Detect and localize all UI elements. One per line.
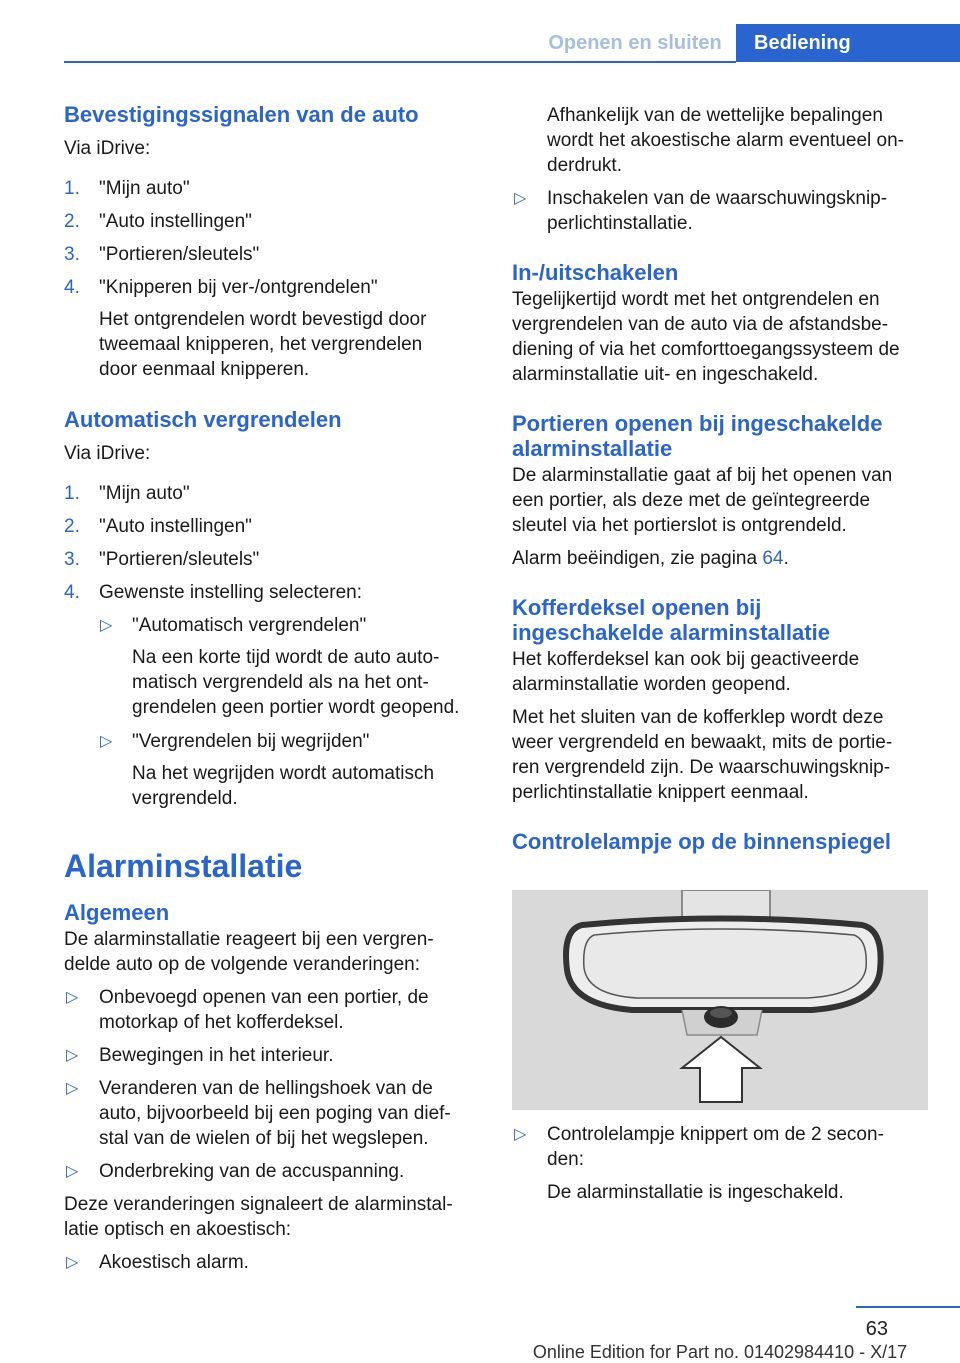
list-item: ▷ Inschakelen van de waarschuwingsknip- perlichtinstallatie. [514, 188, 888, 234]
heading-general: Algemeen [64, 900, 170, 925]
triangle-bullet-icon: ▷ [66, 989, 79, 1006]
triangle-bullet-icon: ▷ [66, 1080, 79, 1097]
on-off-text: Tegelijkertijd wordt met het ontgrendelen en vergrendelen van de auto via de afstandsbe- diening of via het comforttoegangssysteem de alarminstallatie uit- en ingeschakeld. [512, 289, 900, 385]
heading-confirmation-signals: Bevestigingssignalen van de auto [64, 102, 419, 127]
list-item: 1. "Mijn auto" [64, 178, 190, 199]
list-item: ▷ Bewegingen in het interieur. [66, 1045, 334, 1066]
steps-list-2 [64, 481, 484, 811]
option-auto-lock: ▷ "Automatisch vergrendelen" Na een korte tijd wordt de auto auto- matisch vergrendeld als na het ont- grendelen geen portier wordt geopend. [100, 615, 460, 718]
list-item: 3. "Portieren/sleutels" [64, 244, 260, 265]
triangle-bullet-icon: ▷ [66, 1254, 79, 1271]
page-header [0, 0, 960, 62]
list-item: 2. "Auto instellingen" [64, 211, 252, 232]
heading-alarm-system: Alarminstallatie [64, 848, 303, 884]
heading-on-off: In-/uitschakelen [512, 260, 679, 285]
list-item: ▷ Controlelampje knippert om de 2 secon- den: De alarminstallatie is ingeschakeld. [514, 1124, 884, 1203]
list-item: ▷ Onbevoegd openen van een portier, de motorkap of het kofferdeksel. [66, 987, 429, 1033]
right-column [512, 100, 932, 854]
list-item: ▷ Veranderen van de hellingshoek van de auto, bijvoorbeeld bij een poging van dief- stal van de wielen of bij het wegslepen. [66, 1078, 451, 1149]
edition-footer: Online Edition for Part no. 01402984410 - X/17 [532, 1342, 908, 1362]
alarm-intro: De alarminstallatie reageert bij een vergren- delde auto op de volgende veranderingen: [64, 929, 434, 975]
list-item: ▷ Akoestisch alarm. [66, 1252, 249, 1273]
alarm-output-text: Deze veranderingen signaleert de alarminstal- latie optisch en akoestisch: [64, 1194, 453, 1240]
triangle-bullet-icon: ▷ [514, 190, 527, 207]
via-idrive-text: Via iDrive: [64, 138, 151, 159]
section-tab[interactable]: Openen en sluiten [548, 32, 722, 54]
heading-indicator-mirror: Controlelampje op de binnenspiegel [512, 829, 891, 854]
page-number: 63 [865, 1318, 888, 1340]
list-item: ▷ Onderbreking van de accuspanning. [66, 1161, 405, 1182]
chapter-tab[interactable]: Bediening [736, 24, 960, 62]
list-item: 4. Gewenste instelling selecteren: [64, 582, 362, 603]
triangle-bullet-icon: ▷ [66, 1163, 79, 1180]
list-item: 1. "Mijn auto" [64, 483, 190, 504]
via-idrive-text: Via iDrive: [64, 443, 151, 464]
list-item: 4. "Knipperen bij ver-/ontgrendelen" [64, 277, 378, 298]
triangle-bullet-icon: ▷ [514, 1126, 527, 1143]
triangle-bullet-icon: ▷ [100, 733, 113, 750]
heading-auto-lock: Automatisch vergrendelen [64, 407, 342, 432]
list-item: 3. "Portieren/sleutels" [64, 549, 260, 570]
doors-open-text: De alarminstallatie gaat af bij het openen van een portier, als deze met de geïntegreerde sleutel via het portierslot is ontgrendeld. [512, 465, 893, 536]
page-link[interactable]: 64 [762, 548, 784, 569]
trunk-text-1: Het kofferdeksel kan ook bij geactiveerde alarminstallatie worden geopend. [512, 649, 860, 695]
option-lock-on-drive: ▷ "Vergrendelen bij wegrijden" Na het wegrijden wordt automatisch vergrendeld. [100, 731, 435, 809]
left-column [64, 100, 484, 1275]
acoustic-alarm-note: Afhankelijk van de wettelijke bepalingen wordt het akoestische alarm eventueel on- derdrukt. [547, 105, 904, 176]
mirror-illustration [512, 890, 928, 1110]
footer-rule [856, 1306, 960, 1308]
steps-list-1 [64, 176, 484, 382]
step-note: Het ontgrendelen wordt bevestigd door tweemaal knipperen, het vergrendelen door eenmaal knipperen. [99, 309, 427, 380]
triangle-bullet-icon: ▷ [66, 1047, 79, 1064]
header-rule [64, 61, 736, 63]
trunk-text-2: Met het sluiten van de kofferklep wordt deze weer vergrendeld en bewaakt, mits de portie- ren vergrendeld zijn. De waarschuwingsknip- perlichtinstallatie knippert eenmaal. [512, 707, 893, 803]
stop-alarm-text: Alarm beëindigen, zie pagina 64. [512, 548, 789, 569]
indicator-list [512, 1122, 932, 1205]
list-item: 2. "Auto instellingen" [64, 516, 252, 537]
heading-doors-open-armed: Portieren openen bij ingeschakelde alarminstallatie [512, 411, 883, 461]
triangle-bullet-icon: ▷ [100, 617, 113, 634]
heading-trunk-open-armed: Kofferdeksel openen bij ingeschakelde alarminstallatie [512, 595, 830, 645]
